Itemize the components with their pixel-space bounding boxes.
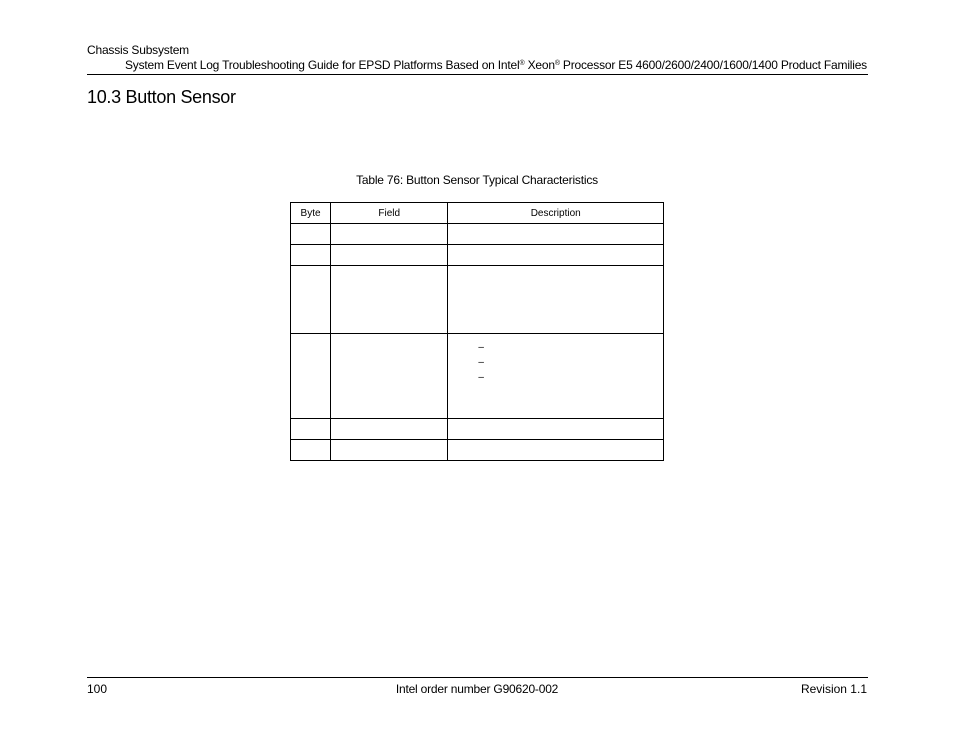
table-cell xyxy=(291,224,331,245)
dash-list xyxy=(448,340,663,385)
table-cell xyxy=(448,440,664,461)
footer-rule xyxy=(87,677,868,678)
button-sensor-table xyxy=(290,202,664,461)
table-caption: Table 76: Button Sensor Typical Characteristics xyxy=(356,173,598,187)
table-cell xyxy=(331,245,448,266)
table-cell xyxy=(331,440,448,461)
list-item: – xyxy=(478,372,484,383)
table-cell xyxy=(291,334,331,419)
table-cell xyxy=(448,334,664,419)
table-cell xyxy=(448,266,664,334)
table-row xyxy=(291,224,664,245)
column-header-description: Description xyxy=(448,203,664,224)
table-cell xyxy=(291,440,331,461)
page-number: 100 xyxy=(87,682,108,696)
table-row xyxy=(291,334,664,419)
column-header-byte: Byte xyxy=(291,203,331,224)
running-header-section: Chassis Subsystem xyxy=(87,43,189,57)
registered-mark: ® xyxy=(554,60,560,67)
table-row xyxy=(291,440,664,461)
table-cell xyxy=(448,224,664,245)
header-rule xyxy=(87,74,868,75)
table-row xyxy=(291,245,664,266)
table-cell xyxy=(331,224,448,245)
table-cell xyxy=(291,245,331,266)
table-cell xyxy=(291,419,331,440)
table-cell xyxy=(291,266,331,334)
table-header-row xyxy=(291,203,664,224)
table-row xyxy=(291,419,664,440)
revision: Revision 1.1 xyxy=(800,682,867,696)
list-item: – xyxy=(478,342,484,353)
column-header-field: Field xyxy=(331,203,448,224)
registered-mark: ® xyxy=(519,60,525,67)
table-cell xyxy=(448,419,664,440)
table-row xyxy=(291,266,664,334)
list-item: – xyxy=(478,357,484,368)
table-cell xyxy=(331,334,448,419)
table-cell xyxy=(331,419,448,440)
order-number: Intel order number G90620-002 xyxy=(395,682,559,696)
table-cell xyxy=(448,245,664,266)
table-cell xyxy=(331,266,448,334)
running-header-doc-title: System Event Log Troubleshooting Guide for EPSD Platforms Based on Intel® Xeon® Processor E5 4600/2600/2400/1600/1400 Product Families xyxy=(124,58,867,72)
section-title: 10.3 Button Sensor xyxy=(87,87,236,107)
